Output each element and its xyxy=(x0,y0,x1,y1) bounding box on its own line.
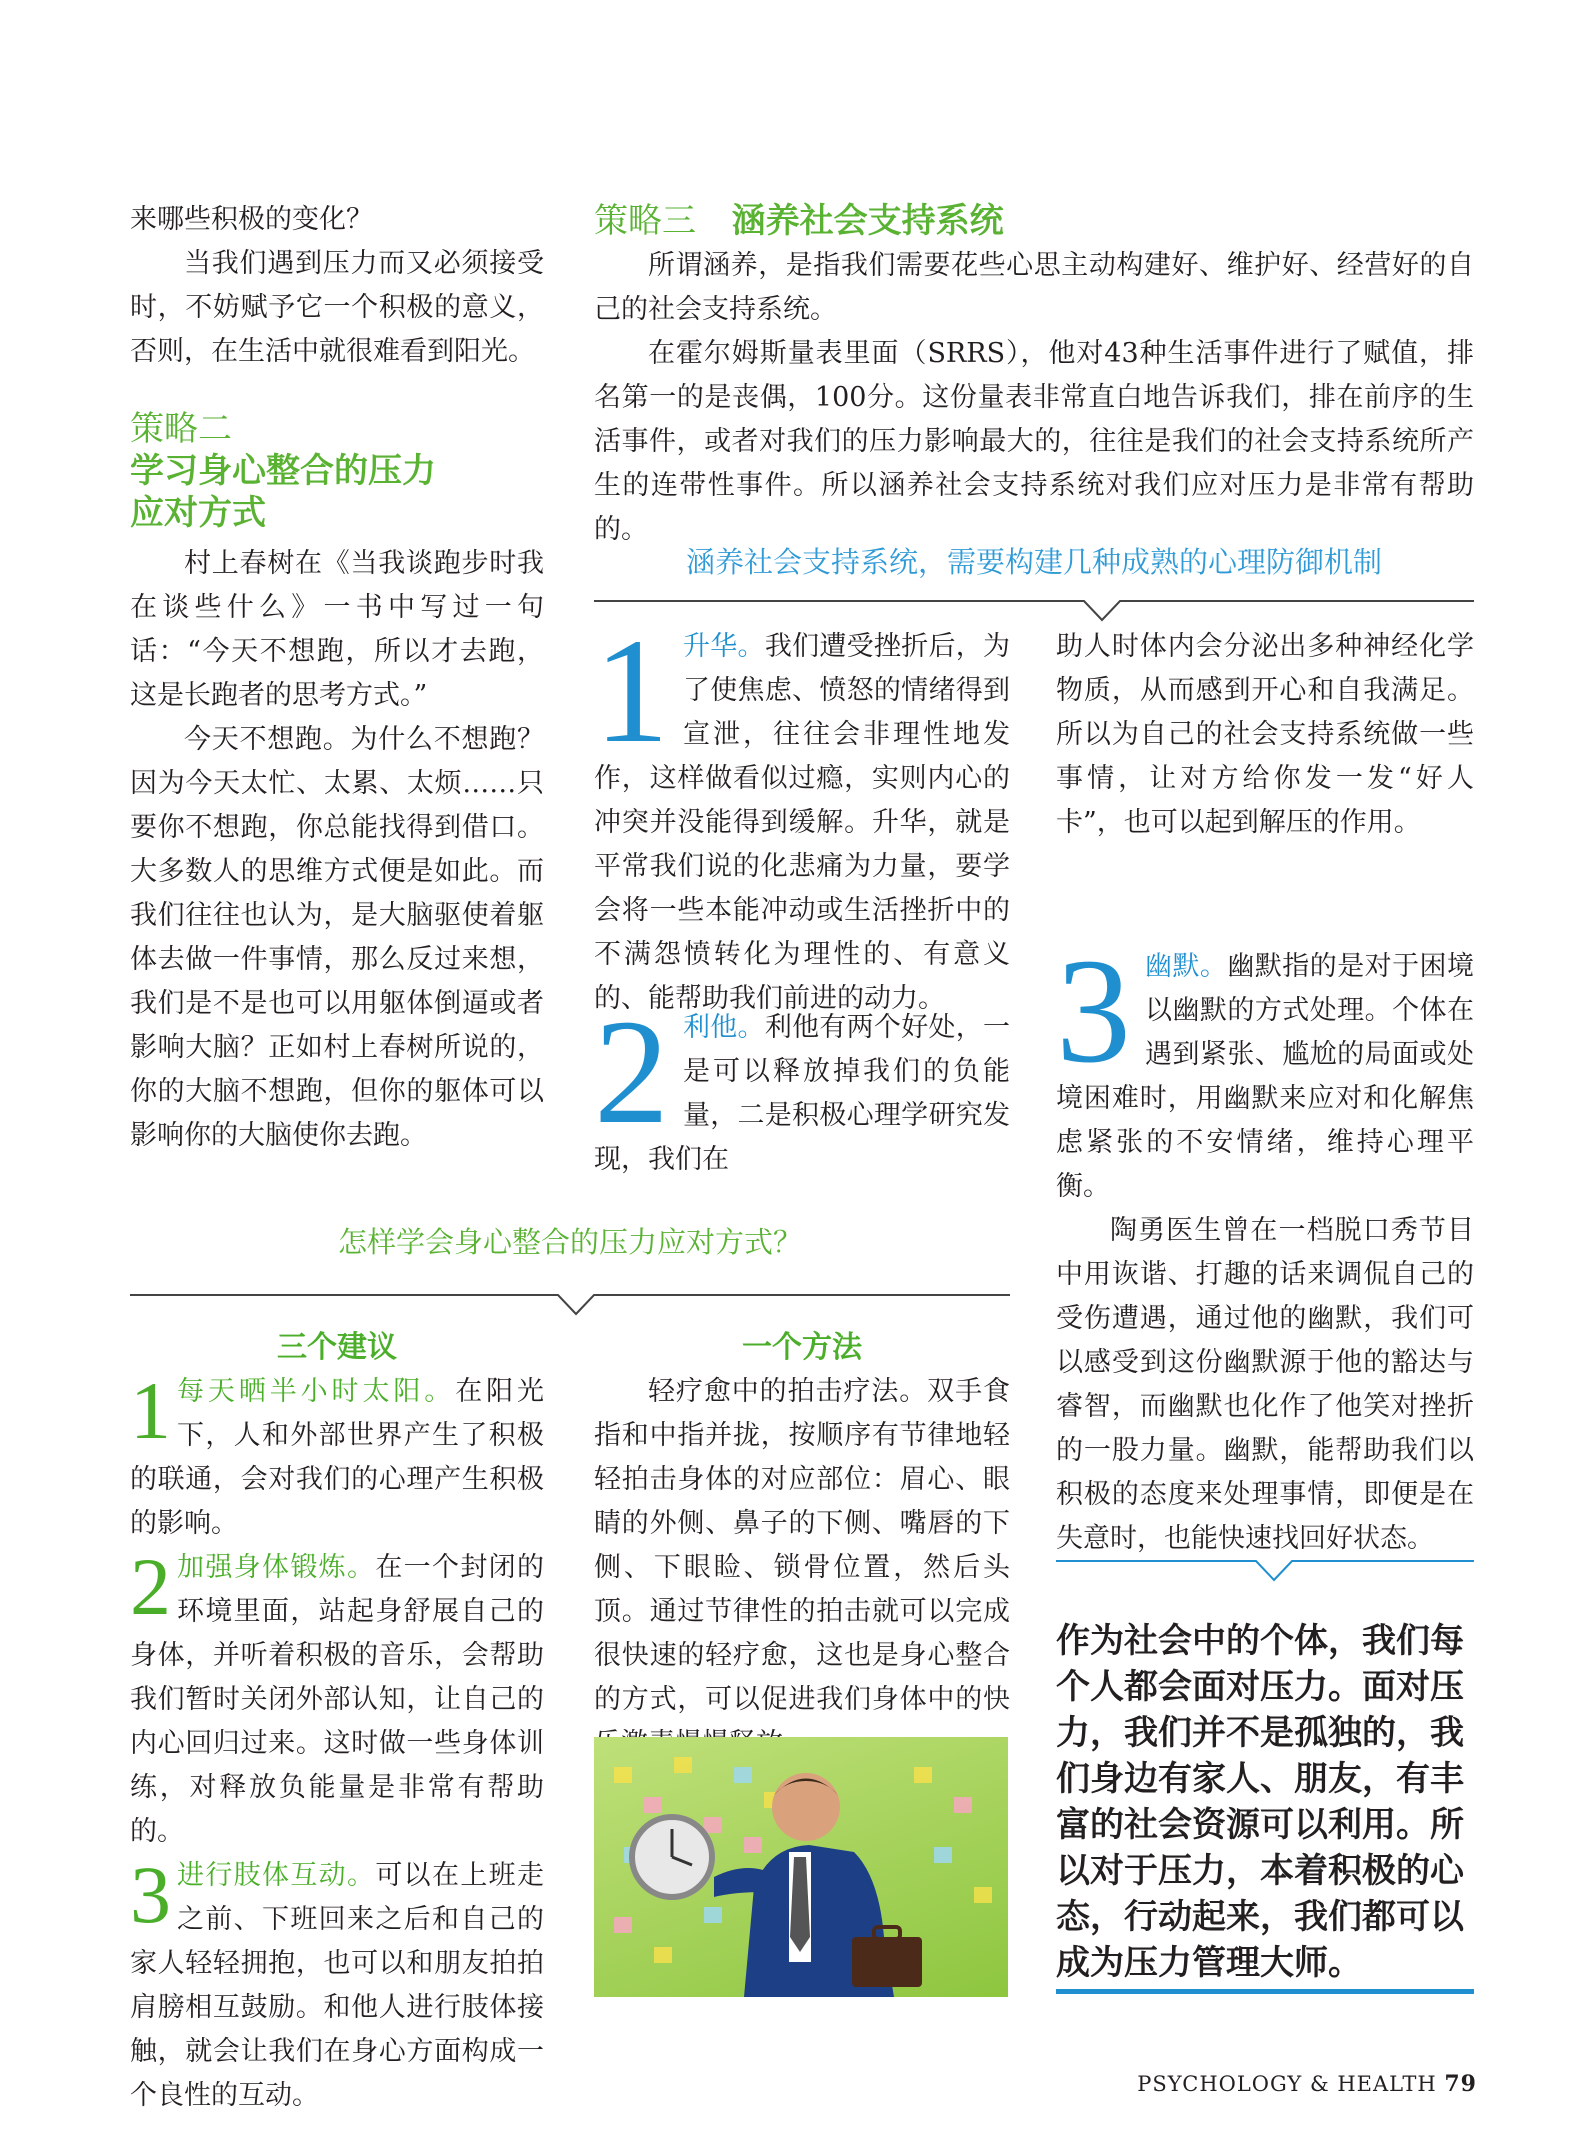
strategy2-paragraph1: 村上春树在《当我谈跑步时我在谈些什么》一书中写过一句话：“今天不想跑，所以才去跑，这是长跑者的思考方式。” xyxy=(130,548,544,711)
suggestion1-text: 在阳光下，人和外部世界产生了积极的联通，会对我们的心理产生积极的影响。 xyxy=(130,1376,545,1539)
strategy3-label: 策略三 xyxy=(594,201,696,241)
intro-paragraph: 当我们遇到压力而又必须接受时，不妨赋予它一个积极的意义，否则，在生活中就很难看到阳光。 xyxy=(130,248,544,367)
briefcase-icon xyxy=(852,1937,922,1987)
item1-text: 我们遭受挫折后，为了使焦虑、愤怒的情绪得到宣泄，往往会非理性地发作，这样做看似过瘾，实则内心的冲突并没能得到缓解。升华，就是平常我们说的化悲痛为力量，要学会将一些本能冲动或生活挫折中的不满怨愤转化为理性的、有意义的、能帮助我们前进的动力。 xyxy=(594,631,1011,1014)
strategy3-paragraph1: 所谓涵养，是指我们需要花些心思主动构建好、维护好、经营好的自己的社会支持系统。 xyxy=(594,250,1474,325)
strategy3-title: 涵养社会支持系统 xyxy=(731,201,1004,241)
item3-number: 3 xyxy=(1056,928,1131,1094)
method-text: 轻疗愈中的拍击疗法。双手食指和中指并拢，按顺序有节律地轻轻拍击身体的对应部位：眉心、眼睛的外侧、鼻子的下侧、嘴唇的下侧、下眼睑、锁骨位置，然后头顶。通过节律性的拍击就可以完成很快速的轻疗愈，这也是身心整合的方式，可以促进我们身体中的快 xyxy=(594,1376,1010,1715)
item3-text: 幽默指的是对于困境以幽默的方式处理。个体在遇到紧张、尴尬的局面或处境困难时，用幽默来应对和化解焦虑紧张的不安情绪，维持心理平衡。 xyxy=(1056,951,1475,1202)
item2-number: 2 xyxy=(594,989,669,1155)
defense-divider-title: 涵养社会支持系统，需要构建几种成熟的心理防御机制 xyxy=(685,545,1382,579)
closing-bottom-rule xyxy=(1056,1989,1474,1994)
item2-text: 利他有两个好处，一是可以释放掉我们的负能量，二是积极心理学研究发现，我们在 xyxy=(594,1012,1011,1175)
magazine-name: PSYCHOLOGY & HEALTH xyxy=(1137,2072,1437,2096)
suggestions-title: 三个建议 xyxy=(277,1330,397,1365)
defense-item-humor xyxy=(1056,928,1475,1209)
suggestion-3 xyxy=(130,1849,545,2118)
method-column xyxy=(594,1322,1010,1766)
item2-continued: 助人时体内会分泌出多种神经化学物质，从而感到开心和自我满足。所以为自己的社会支持系统做一些事情，让对方给你发一发“好人卡”，也可以起到解压的作用。 xyxy=(1056,631,1474,838)
right-column xyxy=(1056,625,1474,1561)
strategy3-heading xyxy=(594,198,1474,244)
strategy3-intro xyxy=(594,198,1474,552)
suggestion2-text: 在一个封闭的环境里面，站起身舒展自己的身体，并听着积极的音乐，会帮助我们暂时关闭外部认知，让自己的内心回归过来。这时做一些身体训练，对释放负能量是非常有帮助的。 xyxy=(130,1552,545,1847)
howto-divider-line xyxy=(130,1294,1010,1324)
suggestions-column xyxy=(130,1322,544,2118)
item2-keyword: 利他。 xyxy=(683,1012,765,1043)
suggestion3-keyword: 进行肢体互动。 xyxy=(177,1860,376,1891)
strategy3-paragraph2: 在霍尔姆斯量表里面（SRRS），他对43种生活事件进行了赋值，排名第一的是丧偶，100分。这份量表非常直白地告诉我们，排在前序的生活事件，或者对我们的压力影响最大的，往往是我们的社会支持系统所产生的连带性事件。所以涵养社会支持系统对我们应对压力是非常有帮助的。 xyxy=(594,338,1474,545)
intro-tail: 来哪些积极的变化？ xyxy=(130,204,373,235)
suggestion-2 xyxy=(130,1541,545,1854)
illustration-svg xyxy=(594,1737,1008,1997)
item1-number: 1 xyxy=(594,608,669,774)
businessman-clock-illustration xyxy=(594,1737,1008,1997)
strategy2-title-line1: 学习身心整合的压力 xyxy=(130,451,436,491)
defense-item-altruism xyxy=(594,989,1011,1182)
suggestion-1 xyxy=(130,1365,545,1546)
closing-top-line xyxy=(1056,1560,1474,1590)
method-title: 一个方法 xyxy=(742,1330,862,1365)
suggestion3-number: 3 xyxy=(130,1849,171,1940)
item1-keyword: 升华。 xyxy=(683,631,765,662)
suggestion3-text: 可以在上班走之前、下班回来之后和自己的家人轻轻拥抱，也可以和朋友拍拍肩膀相互鼓励。和他人进行肢体接触，就会让我们在身心方面构成一个良性的互动。 xyxy=(130,1860,545,2111)
page-number: 79 xyxy=(1444,2071,1477,2097)
page-footer xyxy=(1137,2071,1477,2097)
strategy2-label: 策略二 xyxy=(130,409,232,449)
strategy2-title-line2: 应对方式 xyxy=(130,493,266,533)
strategy2-paragraph2: 今天不想跑。为什么不想跑？因为今天太忙、太累、太烦……只要你不想跑，你总能找得到借口。大多数人的思维方式便是如此。而我们往往也认为，是大脑驱使着躯体去做一件事情，那么反过来想，我们是不是也可以用躯体倒逼或者影响大脑？正如村上春树所说的，你的大脑不想跑，但你的躯体可以影响你的大脑使你去跑。 xyxy=(130,724,544,1151)
suggestion1-keyword: 每天晒半小时太阳。 xyxy=(177,1376,456,1407)
item3-keyword: 幽默。 xyxy=(1145,951,1228,982)
suggestion2-number: 2 xyxy=(130,1541,171,1632)
closing-block xyxy=(1056,1618,1474,1986)
suggestion1-number: 1 xyxy=(130,1365,171,1456)
howto-divider-title: 怎样学会身心整合的压力应对方式？ xyxy=(337,1225,802,1259)
defense-item-sublimation xyxy=(594,608,1011,1021)
closing-statement: 作为社会中的个体，我们每个人都会面对压力。面对压力，我们并不是孤独的，我们身边有家人、朋友，有丰富的社会资源可以利用。所以对于压力，本着积极的心态，行动起来，我们都可以成为压力管理大师。 xyxy=(1056,1621,1464,1983)
left-column xyxy=(130,198,544,1158)
humor-paragraph: 陶勇医生曾在一档脱口秀节目中用诙谐、打趣的话来调侃自己的受伤遭遇，通过他的幽默，我们可以感受到这份幽默源于他的豁达与睿智，而幽默也化作了他笑对挫折的一股力量。幽默，能帮助我们以积极的态度来处理事情，即便是在失意时，也能快速找回好状态。 xyxy=(1056,1215,1474,1554)
suggestion2-keyword: 加强身体锻炼。 xyxy=(177,1552,376,1583)
